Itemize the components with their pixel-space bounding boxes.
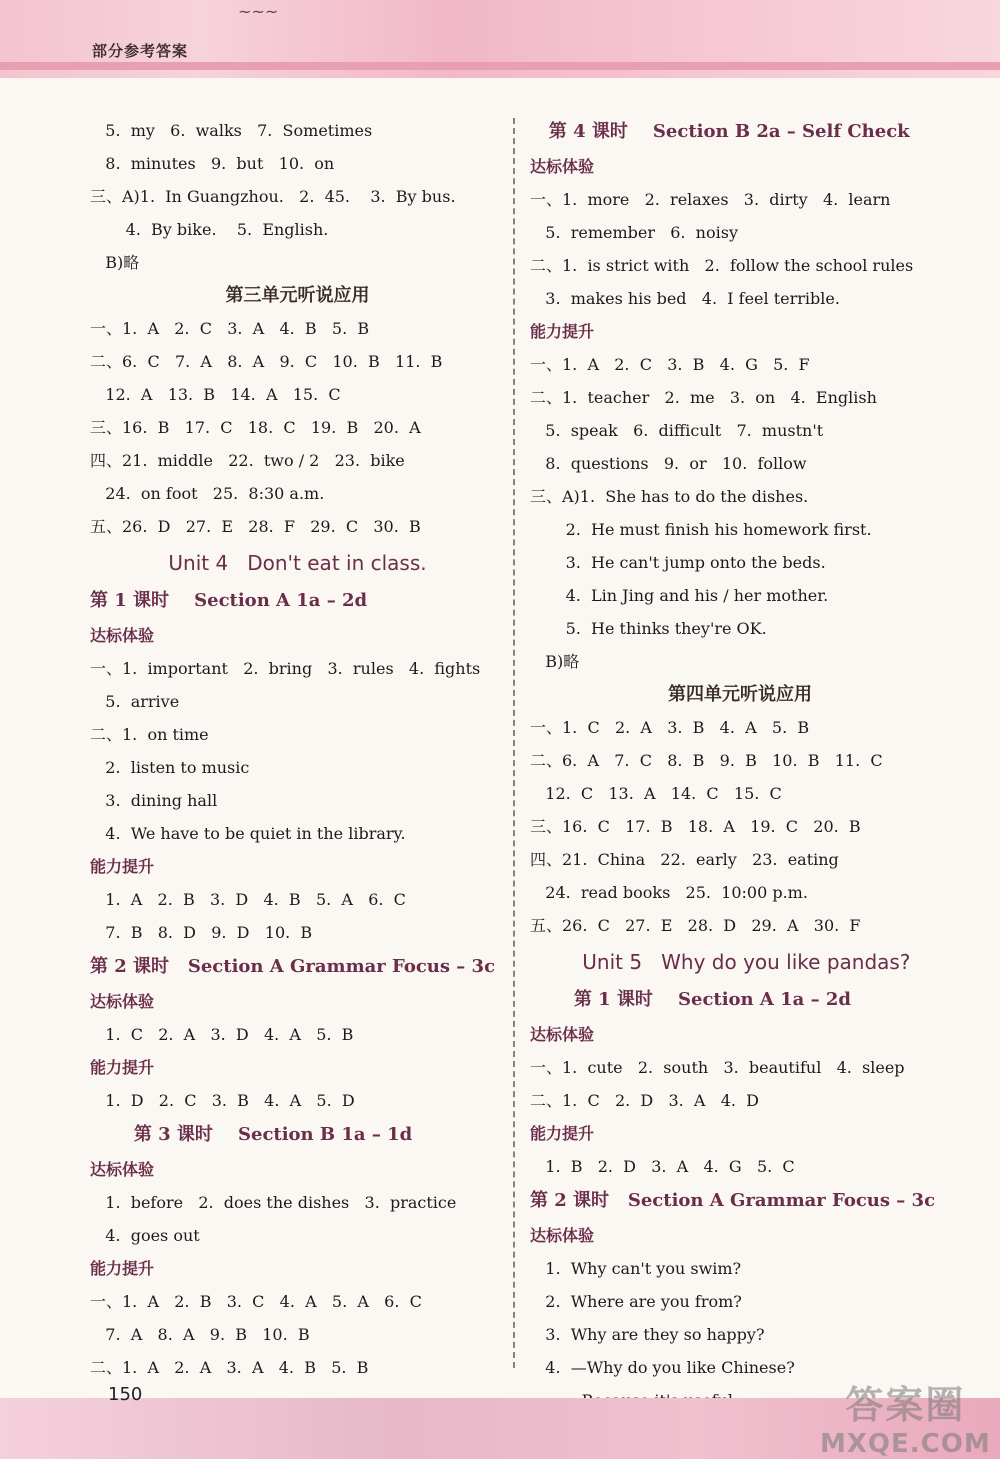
section-heading: 达标体验 (530, 1226, 595, 1245)
watermark-logo: 答案圈 (845, 1383, 966, 1427)
answer-line: 二、6. A 7. C 8. B 9. B 10. B 11. C (530, 751, 883, 770)
lesson-title: 第 3 课时 Section B 1a – 1d (90, 1124, 413, 1145)
answer-line: 二、1. A 2. A 3. A 4. B 5. B (90, 1358, 369, 1377)
answer-line: 5. arrive (90, 692, 180, 711)
answer-line: 1. D 2. C 3. B 4. A 5. D (90, 1091, 355, 1110)
answer-line: 12. A 13. B 14. A 15. C (90, 385, 341, 404)
section-heading: 达标体验 (90, 626, 155, 645)
answer-line: 二、1. teacher 2. me 3. on 4. English (530, 388, 877, 407)
answer-line: B)略 (530, 652, 580, 671)
watermark-url: MXQE.COM (820, 1429, 991, 1459)
listening-unit-title: 第四单元听说应用 (668, 684, 812, 705)
answer-line: 3. dining hall (90, 791, 218, 810)
unit-title: Unit 5 Why do you like pandas? (569, 950, 911, 974)
section-heading: 能力提升 (530, 322, 595, 341)
answer-line: 4. We have to be quiet in the library. (90, 824, 406, 843)
section-heading: 能力提升 (90, 1259, 155, 1278)
section-heading: 能力提升 (530, 1124, 595, 1143)
answer-line: 五、26. D 27. E 28. F 29. C 30. B (90, 517, 421, 536)
answer-line: 一、1. more 2. relaxes 3. dirty 4. learn (530, 190, 891, 209)
unit-title: Unit 4 Don't eat in class. (168, 551, 427, 575)
answer-line: 四、21. middle 22. two / 2 23. bike (90, 451, 405, 470)
answer-line: 5. He thinks they're OK. (530, 619, 767, 638)
answer-line: B)略 (90, 253, 140, 272)
answer-line: 5. speak 6. difficult 7. mustn't (530, 421, 824, 440)
answer-line: 五、26. C 27. E 28. D 29. A 30. F (530, 916, 861, 935)
answer-line: 二、1. is strict with 2. follow the school rules (530, 256, 914, 275)
answer-line: 4. —Why do you like Chinese? (530, 1358, 795, 1377)
answer-line: 3. makes his bed 4. I feel terrible. (530, 289, 840, 308)
answer-line: 一、1. A 2. C 3. B 4. G 5. F (530, 355, 810, 374)
column-divider (513, 118, 515, 1368)
lesson-title: 第 2 课时 Section A Grammar Focus – 3c (530, 1190, 936, 1211)
header-stripe (0, 62, 1000, 70)
answer-line: 三、A)1. In Guangzhou. 2. 45. 3. By bus. (90, 187, 456, 206)
answer-line: 4. Lin Jing and his / her mother. (530, 586, 829, 605)
lesson-title: 第 4 课时 Section B 2a – Self Check (530, 121, 910, 142)
answer-line: 一、1. A 2. B 3. C 4. A 5. A 6. C (90, 1292, 422, 1311)
answer-line: 7. A 8. A 9. B 10. B (90, 1325, 310, 1344)
answer-line: 二、1. on time (90, 725, 209, 744)
lesson-title: 第 1 课时 Section A 1a – 2d (530, 989, 851, 1010)
page-number: 150 (108, 1384, 143, 1405)
answer-line: 1. before 2. does the dishes 3. practice (90, 1193, 457, 1212)
answer-line: 8. questions 9. or 10. follow (530, 454, 807, 473)
section-heading: 达标体验 (530, 157, 595, 176)
answer-line: 一、1. C 2. A 3. B 4. A 5. B (530, 718, 810, 737)
handwritten-mark: ~~~ (238, 2, 279, 21)
answer-line: 24. read books 25. 10:00 p.m. (530, 883, 808, 902)
answer-line: 四、21. China 22. early 23. eating (530, 850, 839, 869)
listening-unit-title: 第三单元听说应用 (225, 285, 370, 306)
header-band (0, 0, 1000, 78)
lesson-title: 第 1 课时 Section A 1a – 2d (90, 590, 368, 611)
answer-line: 1. C 2. A 3. D 4. A 5. B (90, 1025, 354, 1044)
answer-line: 2. listen to music (90, 758, 250, 777)
answer-line: 7. B 8. D 9. D 10. B (90, 923, 313, 942)
section-heading: 达标体验 (530, 1025, 595, 1044)
answer-line: 3. He can't jump onto the beds. (530, 553, 826, 572)
answer-line: 一、1. A 2. C 3. A 4. B 5. B (90, 319, 370, 338)
answer-line: 1. B 2. D 3. A 4. G 5. C (530, 1157, 795, 1176)
answer-line: 3. Why are they so happy? (530, 1325, 765, 1344)
answer-line: 1. Why can't you swim? (530, 1259, 742, 1278)
answer-line: 二、1. C 2. D 3. A 4. D (530, 1091, 759, 1110)
answer-line: 4. goes out (90, 1226, 200, 1245)
answer-line: 三、16. C 17. B 18. A 19. C 20. B (530, 817, 861, 836)
section-heading: 能力提升 (90, 1058, 155, 1077)
left-column (90, 114, 505, 1384)
header-label: 部分参考答案 (92, 42, 189, 60)
answer-line: 一、1. important 2. bring 3. rules 4. fights (90, 659, 481, 678)
right-column (530, 114, 950, 1417)
answer-line: 2. He must finish his homework first. (530, 520, 872, 539)
answer-line: 二、6. C 7. A 8. A 9. C 10. B 11. B (90, 352, 443, 371)
answer-line: 24. on foot 25. 8:30 a.m. (90, 484, 325, 503)
answer-line: 12. C 13. A 14. C 15. C (530, 784, 782, 803)
answer-line: 2. Where are you from? (530, 1292, 742, 1311)
section-heading: 能力提升 (90, 857, 155, 876)
answer-line: 三、A)1. She has to do the dishes. (530, 487, 809, 506)
lesson-title: 第 2 课时 Section A Grammar Focus – 3c (90, 956, 496, 977)
watermark (820, 1374, 991, 1459)
section-heading: 达标体验 (90, 992, 155, 1011)
answer-line: 8. minutes 9. but 10. on (90, 154, 335, 173)
answer-line: 一、1. cute 2. south 3. beautiful 4. sleep (530, 1058, 905, 1077)
answer-line: 5. remember 6. noisy (530, 223, 738, 242)
section-heading: 达标体验 (90, 1160, 155, 1179)
answer-line: 1. A 2. B 3. D 4. B 5. A 6. C (90, 890, 406, 909)
answer-line: 三、16. B 17. C 18. C 19. B 20. A (90, 418, 421, 437)
answer-line: 5. my 6. walks 7. Sometimes (90, 121, 373, 140)
answer-line: 4. By bike. 5. English. (90, 220, 329, 239)
